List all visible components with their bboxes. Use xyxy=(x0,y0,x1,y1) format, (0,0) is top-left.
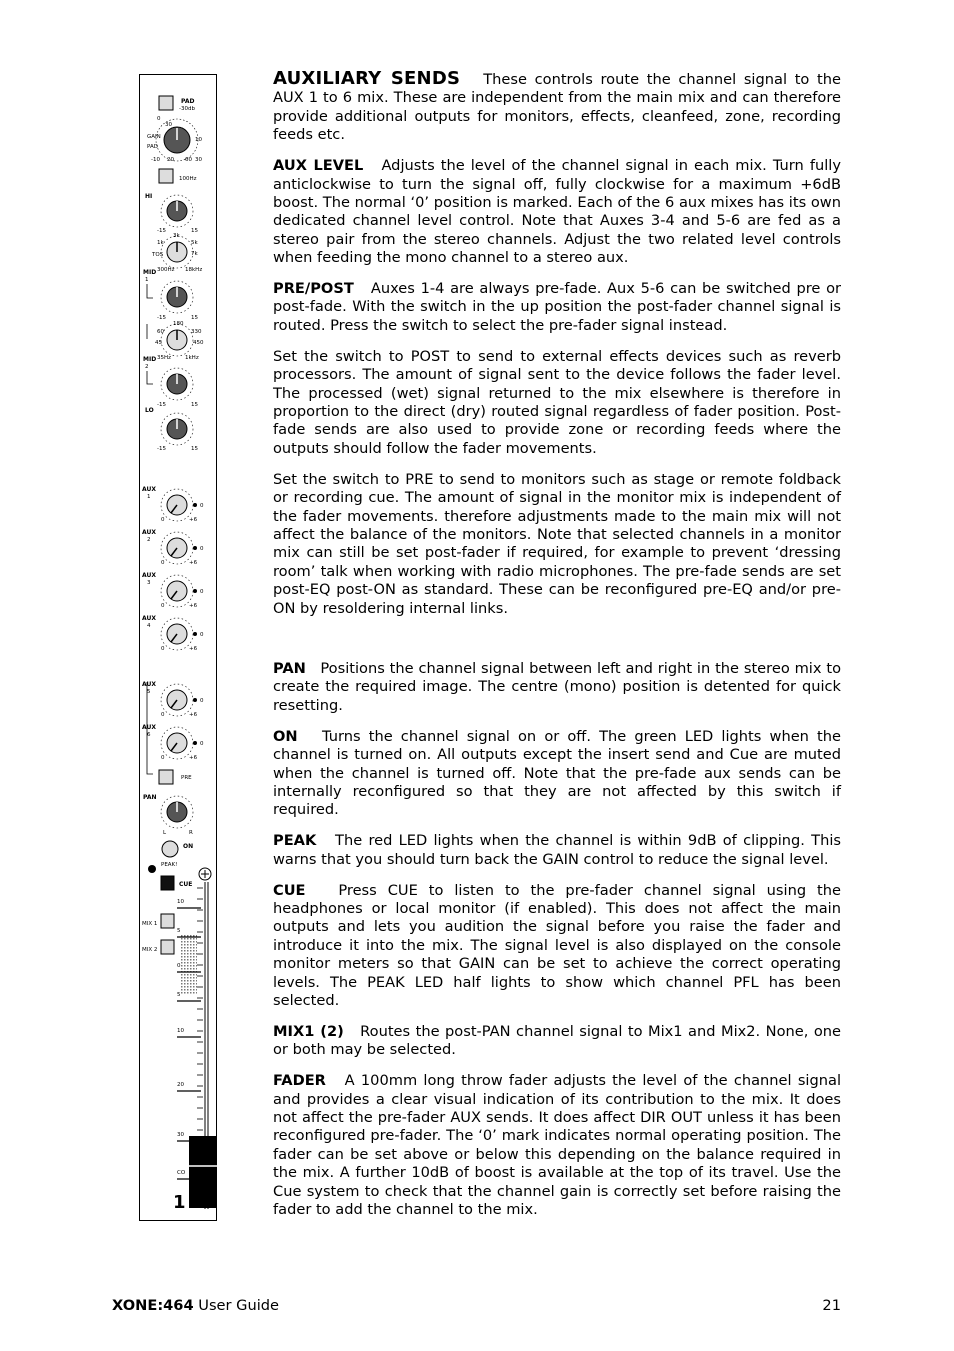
eq-scale-label: 15 xyxy=(191,446,198,452)
mid2-freq-label: 45 xyxy=(155,340,162,346)
mid2-number: 2 xyxy=(145,364,149,370)
eq-scale-label: -15 xyxy=(157,315,166,321)
gain-scale-label: 20 xyxy=(167,157,174,163)
mid2-freq-label: 60 xyxy=(157,329,164,335)
section-text: A 100mm long throw fader adjusts the level of the channel signal and provides a clear visual indication of its contribution to the mix. It does not affect the pre-fader AUX sends. It does affect DIR OUT unless it has been reconfigured pre-fader. The ‘0’ mark indicates normal operating position. The fader can be set above or below this depending on the balance required in the mix. A further 10dB of boost is available at the top of its travel. Use the Cue system to check that the channel gain is correctly set before raising the fader to add the channel to the mix. xyxy=(273,1072,841,1219)
paragraph xyxy=(273,882,841,1011)
mid2-freq-label: 330 xyxy=(191,329,202,335)
aux-detent-marker xyxy=(193,546,197,550)
mid2-freq-label: 35Hz xyxy=(157,355,172,361)
aux-scale-label: +6 xyxy=(189,560,198,566)
pan-right-label: R xyxy=(189,830,193,836)
section-heading: PRE/POST xyxy=(273,280,354,298)
fader-scale-label: 20 xyxy=(177,1082,184,1088)
hi-label: HI xyxy=(145,193,153,200)
peak-label: PEAK! xyxy=(161,862,178,868)
aux-number: 2 xyxy=(147,537,151,543)
fader-scale-label: CO xyxy=(177,1170,186,1176)
paragraph xyxy=(273,660,841,715)
mid2-label: MID xyxy=(143,356,157,363)
hpf-button[interactable] xyxy=(159,169,173,183)
paragraph xyxy=(273,157,841,267)
mid1-freq-label: 1k xyxy=(157,240,164,246)
mix2-label: MIX 2 xyxy=(142,947,158,953)
aux-detent-marker xyxy=(193,698,197,702)
gain-scale-label: 30 xyxy=(165,122,172,128)
on-button[interactable] xyxy=(162,841,178,857)
aux-label: AUX xyxy=(142,572,156,579)
gain-scale-label: 30 xyxy=(195,157,202,163)
section-text: Positions the channel signal between left and right in the stereo mix to create the required image. The centre (mono) position is detented for quick resetting. xyxy=(273,659,841,714)
aux-detent-marker xyxy=(193,741,197,745)
section-text: Adjusts the level of the channel signal in each mix. Turn fully anticlockwise to turn the signal off, fully clockwise for a maximum +6dB boost. The normal ‘0’ position is marked. Each of the 6 aux mixes has its own dedicated channel level control. Note that Auxes 3-4 and 5-6 are fed as a stereo pair from the stereo channels. Adjust the two related level controls when feeding the mono channel to a stereo aux. xyxy=(273,157,841,267)
aux-scale-label: 0 xyxy=(200,503,204,509)
aux-number: 1 xyxy=(147,494,151,500)
section-text: Set the switch to PRE to send to monitors such as stage or remote foldback or recording cue. The amount of signal in the monitor mix is independent of the fader movements. therefore adjustments made to the main mix will not affect the balance of the monitors. Note that selected channels in a monitor mix can still be set post-fader if required, for example to prevent ‘dressing room’ talk when working with radio microphones. The pre-fade sends are set post-EQ post-ON as standard. These can be reconfigured pre-EQ and/or pre-ON by resoldering internal links. xyxy=(273,470,841,617)
gain-scale-label: 10 xyxy=(195,137,202,143)
aux-scale-label: +6 xyxy=(189,755,198,761)
aux-scale-label: +6 xyxy=(189,517,198,523)
section-text: Press CUE to listen to the pre-fader channel signal using the headphones or local monitor (if enabled). This does not affect the main outputs and lets you audition the signal before you raise the fader and introduce it into the mix. The signal level is also displayed on the console monitor meters so that GAIN can be set to achieve the correct operating levels. The PEAK LED half lights to show which channel PFL has been selected. xyxy=(273,881,841,1009)
mid1-freq-label: 7k xyxy=(191,251,198,257)
aux-scale-label: 0 xyxy=(161,755,165,761)
mid1-freq-label: 18kHz xyxy=(185,267,203,273)
section-heading: PAN xyxy=(273,659,306,677)
pre-label: PRE xyxy=(181,775,192,781)
gain-scale-label: 0 xyxy=(157,116,161,122)
aux-detent-marker xyxy=(193,632,197,636)
paragraph xyxy=(273,348,841,458)
mix2-button[interactable] xyxy=(161,940,174,954)
eq-scale-label: 15 xyxy=(191,315,198,321)
aux-detent-marker xyxy=(193,589,197,593)
page-number: 21 xyxy=(822,1297,841,1314)
gain-pad-label: PAD xyxy=(147,144,158,150)
gain-scale-label: -10 xyxy=(151,157,160,163)
aux-number: 5 xyxy=(147,689,151,695)
section-heading: AUXILIARY SENDS xyxy=(273,68,461,89)
aux-label: AUX xyxy=(142,615,156,622)
section-heading: MIX1 (2) xyxy=(273,1022,344,1040)
on-label: ON xyxy=(183,843,194,850)
peak-led xyxy=(148,865,156,873)
paragraph xyxy=(273,70,841,145)
aux-scale-label: 0 xyxy=(161,646,165,652)
footer-title xyxy=(112,1297,279,1314)
paragraph xyxy=(273,1072,841,1219)
body-text xyxy=(273,70,841,1232)
paragraph xyxy=(273,471,841,618)
eq-scale-label: -15 xyxy=(157,402,166,408)
section-text: Set the switch to POST to send to external effects devices such as reverb processors. The amount of signal sent to the device follows the fader level. The processed (wet) signal returned to the mix elsewhere is therefore in proportion to the direct (dry) routed signal regardless of fader position. Post-fade sends are also used to provide zone or recording feeds where the outputs should follow the fader movements. xyxy=(273,347,841,457)
aux-scale-label: +6 xyxy=(189,646,198,652)
cue-label: CUE xyxy=(179,881,193,888)
aux-scale-label: 0 xyxy=(200,741,204,747)
mid1-freq-label: 300Hz xyxy=(157,267,175,273)
paragraph xyxy=(273,280,841,335)
section-text: Turns the channel signal on or off. The green LED lights when the channel is turned on. All outputs except the insert send and Cue are muted when the channel is turned off. Note that the pre-fade aux sends can be internally reconfigured so that they are not affected by this switch if required. xyxy=(273,727,842,819)
channel-strip-illustration xyxy=(139,74,217,1221)
section-heading: AUX LEVEL xyxy=(273,157,364,175)
fader-scale-label: 5 xyxy=(177,992,181,998)
mid1-number: 1 xyxy=(145,277,149,283)
mid1-freq-label: TOS xyxy=(152,252,164,258)
aux-number: 3 xyxy=(147,580,151,586)
fader-cap-icon xyxy=(199,868,211,880)
aux-scale-label: 0 xyxy=(161,712,165,718)
eq-scale-label: -15 xyxy=(157,228,166,234)
eq-scale-label: -15 xyxy=(157,446,166,452)
fader-scale-label: 10 xyxy=(177,899,184,905)
mix1-button[interactable] xyxy=(161,914,174,928)
aux-label: AUX xyxy=(142,486,156,493)
hpf-label: 100Hz xyxy=(179,176,197,182)
paragraph xyxy=(273,832,841,869)
aux-number: 6 xyxy=(147,732,151,738)
fader-scale-label: 0 xyxy=(177,963,181,969)
section-heading: FADER xyxy=(273,1072,326,1090)
fader-scale-label: 5 xyxy=(177,928,181,934)
eq-scale-label: 15 xyxy=(191,402,198,408)
pad-db-label: -30db xyxy=(179,106,195,112)
aux-label: AUX xyxy=(142,724,156,731)
footer-guide: User Guide xyxy=(193,1297,280,1314)
lo-label: LO xyxy=(145,407,154,414)
aux-number: 4 xyxy=(147,623,151,629)
mid1-label: MID xyxy=(143,269,157,276)
mid2-freq-label: 1kHz xyxy=(185,355,199,361)
channel-number: 1 xyxy=(173,1192,186,1213)
paragraph xyxy=(273,1023,841,1060)
aux-scale-label: +6 xyxy=(189,603,198,609)
pad-label: PAD xyxy=(181,98,195,105)
aux-scale-label: 0 xyxy=(200,698,204,704)
gain-scale-label: 60 xyxy=(185,157,192,163)
section-text: Auxes 1-4 are always pre-fade. Aux 5-6 can be switched pre or post-fade. With the switch in the up position the post-fader channel signal is routed. Press the switch to select the pre-fader signal instead. xyxy=(273,280,842,334)
aux-scale-label: 0 xyxy=(161,517,165,523)
fader-knob[interactable] xyxy=(189,1136,217,1208)
mix1-label: MIX 1 xyxy=(142,921,158,927)
section-text: Routes the post-PAN channel signal to Mix1 and Mix2. None, one or both may be selected. xyxy=(273,1022,841,1059)
aux-label: AUX xyxy=(142,681,156,688)
aux-detent-marker xyxy=(193,503,197,507)
mid1-freq-label: 3k xyxy=(173,233,180,239)
mid2-freq-label: 180 xyxy=(173,321,184,327)
pan-label: PAN xyxy=(143,794,157,801)
eq-scale-label: 15 xyxy=(191,228,198,234)
section-heading: PEAK xyxy=(273,832,317,850)
aux-scale-label: 0 xyxy=(161,560,165,566)
section-text: These controls route the channel signal to the AUX 1 to 6 mix. These are independent from the main mix and can therefore provide additional outputs for monitors, effects, cleanfeed, zone, recording feeds etc. xyxy=(273,71,841,144)
section-heading: CUE xyxy=(273,881,306,899)
mid2-freq-label: 450 xyxy=(193,340,204,346)
aux-scale-label: 0 xyxy=(200,589,204,595)
pan-left-label: L xyxy=(163,830,167,836)
aux-scale-label: 0 xyxy=(200,632,204,638)
footer-product: XONE:464 xyxy=(112,1297,194,1314)
aux-scale-label: 0 xyxy=(200,546,204,552)
pre-post-button[interactable] xyxy=(159,770,173,784)
cue-button[interactable] xyxy=(161,876,174,890)
fader-scale-label: 30 xyxy=(177,1132,184,1138)
aux-scale-label: +6 xyxy=(189,712,198,718)
pad-button[interactable] xyxy=(159,96,173,110)
paragraph xyxy=(273,728,841,820)
aux-label: AUX xyxy=(142,529,156,536)
gain-label: GAIN xyxy=(147,134,161,140)
fader-scale-label: 10 xyxy=(177,1028,184,1034)
aux-scale-label: 0 xyxy=(161,603,165,609)
section-text: The red LED lights when the channel is within 9dB of clipping. This warns that you should turn back the GAIN control to reduce the signal level. xyxy=(273,832,842,868)
mid1-freq-label: 5k xyxy=(191,240,198,246)
section-heading: ON xyxy=(273,727,298,745)
